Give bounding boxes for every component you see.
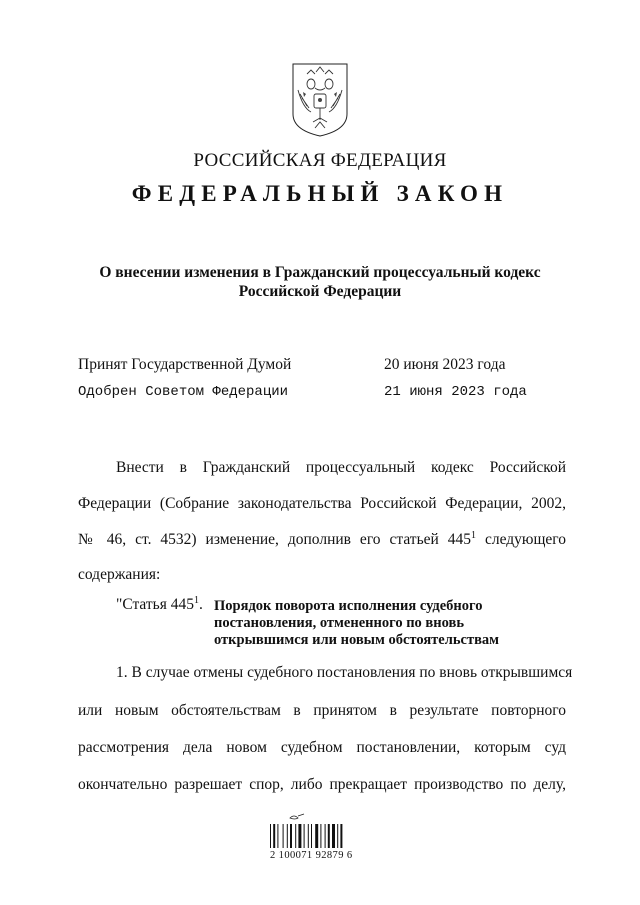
body-line: Внести в Гражданский процессуальный кодекс Российской [116,459,566,476]
coat-of-arms-icon [289,62,351,138]
law-title-line: Российской Федерации [238,283,402,300]
body-line: или новым обстоятельствам в принятом в результате повторного [78,702,566,719]
body-line: 1. В случае отмены судебного постановления по вновь открывшимся [116,664,573,681]
country-heading: РОССИЙСКАЯ ФЕДЕРАЦИЯ [193,150,447,171]
article-title-line: постановления, отмененного по вновь [214,615,464,631]
body-text: следующего [476,531,566,548]
council-approval-date: 21 июня 2023 года [384,384,527,400]
law-title-line: О внесении изменения в Гражданский процессуальный кодекс [99,264,541,281]
barcode-number: 2 100071 92879 6 [270,850,353,861]
barcode-icon [268,812,378,874]
body-line [78,531,566,549]
article-title-line: открывшимся или новым обстоятельствам [214,632,500,648]
duma-adoption-date: 20 июня 2023 года [384,356,506,373]
body-line: содержания: [78,566,161,583]
body-line: окончательно разрешает спор, либо прекращает производство по делу, [78,776,566,793]
body-line: Федерации (Собрание законодательства Российской Федерации, 2002, [78,495,566,512]
law-type-heading: ФЕДЕРАЛЬНЫЙ ЗАКОН [131,181,509,206]
superscript: 1 [471,529,477,541]
council-approval-label: Одобрен Советом Федерации [78,384,289,400]
article-label [116,596,203,614]
law-title [40,263,600,301]
article-title-line: Порядок поворота исполнения судебного [214,598,483,614]
body-text: № 46, ст. 4532) изменение, дополнив его статьей 445 [78,531,472,548]
article-label-end: . [199,596,203,613]
duma-adoption-label: Принят Государственной Думой [78,356,292,373]
body-line: рассмотрения дела новом судебном постановлении, которым суд [78,739,566,756]
article-label-text: "Статья 445 [116,596,194,613]
article-title [214,598,554,649]
superscript: 1 [194,594,199,606]
